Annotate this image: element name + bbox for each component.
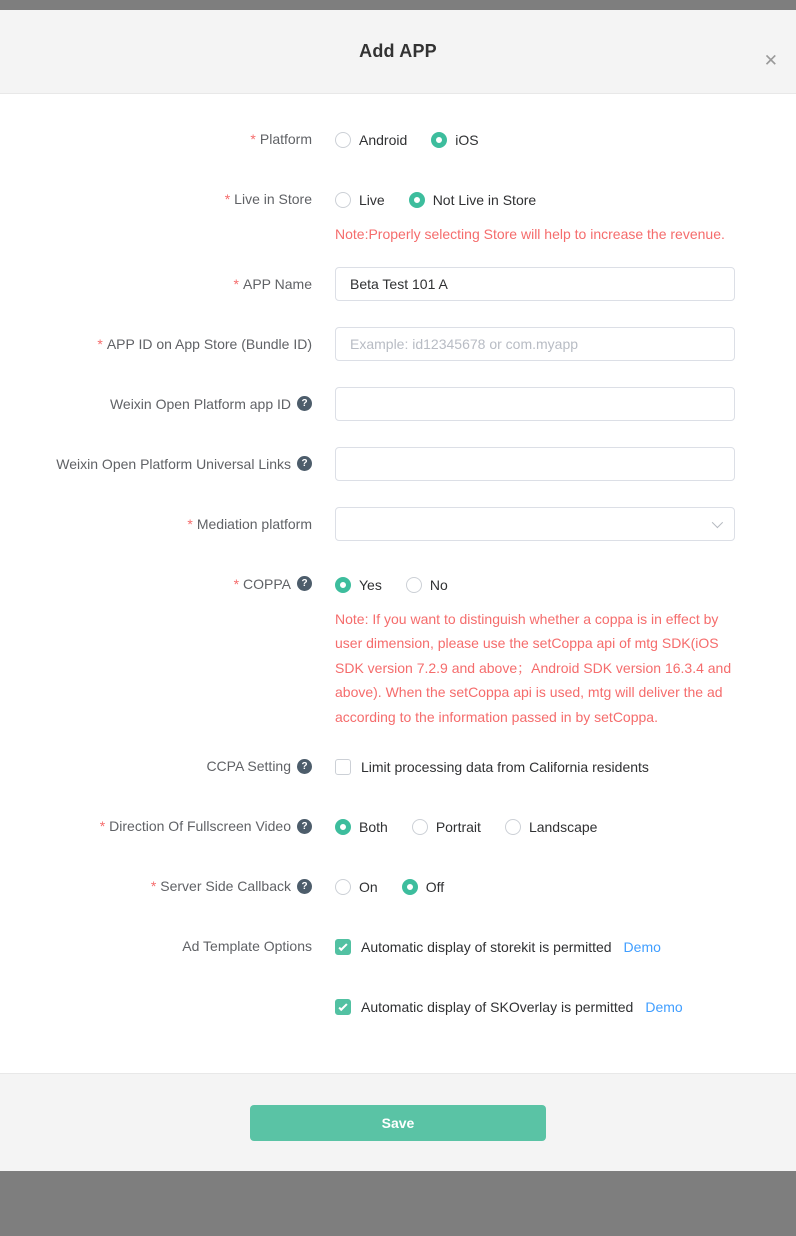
coppa-label-text: COPPA xyxy=(243,575,291,592)
help-icon[interactable]: ? xyxy=(297,879,312,894)
radio-android-label: Android xyxy=(359,132,408,148)
close-icon[interactable]: ✕ xyxy=(763,51,778,70)
storekit-checkbox-row xyxy=(335,937,735,957)
modal-title: Add APP xyxy=(359,41,437,61)
required-asterisk: * xyxy=(250,131,256,147)
platform-radio-group xyxy=(335,130,735,150)
required-asterisk: * xyxy=(233,575,240,592)
radio-selected-icon xyxy=(409,192,425,208)
app-name-label xyxy=(0,267,312,292)
ccpa-checkbox-label: Limit processing data from California residents xyxy=(361,759,649,775)
radio-portrait-label: Portrait xyxy=(435,819,481,835)
form-row-app-id xyxy=(0,327,796,361)
radio-selected-icon xyxy=(335,819,351,835)
chevron-down-icon xyxy=(712,516,723,527)
coppa-note: Note: If you want to distinguish whether a coppa is in effect by user dimension, please use the setCoppa api of mtg SDK(iOS SDK version 7.2.9 and above；Android SDK version 16.3.4 and above). When the setCoppa api is used, mtg will deliver the ad according to the information passed in by setCoppa. xyxy=(335,610,732,725)
radio-ios-label: iOS xyxy=(455,132,479,148)
storekit-checkbox[interactable] xyxy=(335,939,351,955)
radio-portrait[interactable] xyxy=(412,819,481,835)
check-icon xyxy=(338,1001,347,1010)
required-asterisk: * xyxy=(97,335,103,352)
radio-selected-icon xyxy=(431,132,447,148)
server-side-callback-label xyxy=(0,877,312,894)
ad-template-skoverlay-label-spacer xyxy=(0,997,312,998)
live-in-store-radio-group xyxy=(335,190,735,210)
skoverlay-checkbox-label: Automatic display of SKOverlay is permitted xyxy=(361,999,634,1015)
radio-selected-icon xyxy=(402,879,418,895)
radio-ios[interactable] xyxy=(431,132,478,148)
required-asterisk: * xyxy=(150,878,157,894)
radio-unselected-icon xyxy=(406,577,422,593)
radio-coppa-no[interactable] xyxy=(406,577,448,593)
required-asterisk: * xyxy=(224,191,231,207)
radio-both[interactable] xyxy=(335,819,388,835)
form-row-weixin-app-id xyxy=(0,387,796,421)
help-icon[interactable]: ? xyxy=(297,759,312,774)
radio-on-label: On xyxy=(359,879,378,895)
form-row-live-in-store xyxy=(0,190,796,247)
radio-unselected-icon xyxy=(335,192,351,208)
app-name-input[interactable] xyxy=(335,267,735,301)
add-app-modal xyxy=(0,10,796,1171)
form-row-mediation-platform xyxy=(0,507,796,541)
skoverlay-checkbox[interactable] xyxy=(335,999,351,1015)
save-button[interactable]: Save xyxy=(250,1105,546,1141)
form-row-ad-template-skoverlay xyxy=(0,997,796,1017)
radio-live-label: Live xyxy=(359,192,385,208)
ad-template-options-label xyxy=(0,937,312,954)
direction-label-text: Direction Of Fullscreen Video xyxy=(109,818,291,834)
ccpa-checkbox-row xyxy=(335,757,735,777)
help-icon[interactable]: ? xyxy=(297,819,312,834)
radio-coppa-no-label: No xyxy=(429,576,448,593)
radio-both-label: Both xyxy=(359,819,388,835)
radio-landscape[interactable] xyxy=(505,819,598,835)
add-app-form xyxy=(0,94,796,1073)
radio-coppa-yes[interactable] xyxy=(335,577,382,593)
app-id-input[interactable] xyxy=(335,327,735,361)
storekit-checkbox-label: Automatic display of storekit is permitted xyxy=(361,939,612,955)
weixin-app-id-label xyxy=(0,387,312,412)
radio-coppa-yes-label: Yes xyxy=(359,576,382,593)
app-id-label xyxy=(0,327,312,352)
ad-template-options-label-text: Ad Template Options xyxy=(182,938,312,954)
radio-unselected-icon xyxy=(335,879,351,895)
page-background-top xyxy=(0,0,796,10)
form-row-direction xyxy=(0,817,796,837)
radio-live[interactable] xyxy=(335,192,385,208)
weixin-universal-links-label-text: Weixin Open Platform Universal Links xyxy=(56,455,291,472)
mediation-platform-label-text: Mediation platform xyxy=(196,515,312,532)
help-icon[interactable]: ? xyxy=(297,576,312,591)
required-asterisk: * xyxy=(187,515,193,532)
modal-footer xyxy=(0,1073,796,1171)
skoverlay-demo-link[interactable]: Demo xyxy=(645,999,683,1015)
app-name-label-text: APP Name xyxy=(243,275,312,292)
storekit-demo-link[interactable]: Demo xyxy=(623,939,661,955)
help-icon[interactable]: ? xyxy=(297,396,312,411)
ccpa-label-text: CCPA Setting xyxy=(206,758,291,774)
platform-label-text: Platform xyxy=(259,131,312,147)
ccpa-checkbox[interactable] xyxy=(335,759,351,775)
form-row-coppa xyxy=(0,575,796,730)
ccpa-label xyxy=(0,757,312,774)
radio-unselected-icon xyxy=(505,819,521,835)
radio-on[interactable] xyxy=(335,879,378,895)
mediation-platform-select[interactable] xyxy=(335,507,735,541)
radio-landscape-label: Landscape xyxy=(528,819,598,835)
coppa-label xyxy=(0,575,312,592)
help-icon[interactable]: ? xyxy=(297,456,312,471)
skoverlay-checkbox-row xyxy=(335,997,735,1017)
form-row-ad-template-storekit xyxy=(0,937,796,957)
form-row-server-side-callback xyxy=(0,877,796,897)
required-asterisk: * xyxy=(99,818,106,834)
form-row-ccpa xyxy=(0,757,796,777)
radio-unselected-icon xyxy=(335,132,351,148)
coppa-radio-group xyxy=(335,575,735,595)
live-in-store-note: Note:Properly selecting Store will help to increase the revenue. xyxy=(335,226,725,242)
radio-not-live[interactable] xyxy=(409,192,537,208)
platform-label xyxy=(0,130,312,147)
weixin-universal-links-input[interactable] xyxy=(335,447,735,481)
direction-label xyxy=(0,817,312,834)
radio-android[interactable] xyxy=(335,132,407,148)
radio-off[interactable] xyxy=(402,879,444,895)
weixin-universal-links-label xyxy=(0,447,312,472)
live-in-store-label-text: Live in Store xyxy=(234,191,312,207)
page-background-bottom xyxy=(0,1171,796,1187)
server-side-callback-radio-group xyxy=(335,877,735,897)
app-id-label-text: APP ID on App Store (Bundle ID) xyxy=(106,335,312,352)
form-row-app-name xyxy=(0,267,796,301)
form-row-platform xyxy=(0,130,796,150)
radio-unselected-icon xyxy=(412,819,428,835)
radio-selected-icon xyxy=(335,577,351,593)
radio-off-label: Off xyxy=(425,879,445,895)
weixin-app-id-input[interactable] xyxy=(335,387,735,421)
server-side-callback-label-text: Server Side Callback xyxy=(160,878,291,894)
mediation-platform-label xyxy=(0,507,312,532)
weixin-app-id-label-text: Weixin Open Platform app ID xyxy=(109,395,291,412)
check-icon xyxy=(338,941,347,950)
form-row-weixin-universal-links xyxy=(0,447,796,481)
modal-header xyxy=(0,10,796,94)
required-asterisk: * xyxy=(233,275,239,292)
radio-not-live-label: Not Live in Store xyxy=(432,192,537,208)
direction-radio-group xyxy=(335,817,735,837)
live-in-store-label xyxy=(0,190,312,207)
